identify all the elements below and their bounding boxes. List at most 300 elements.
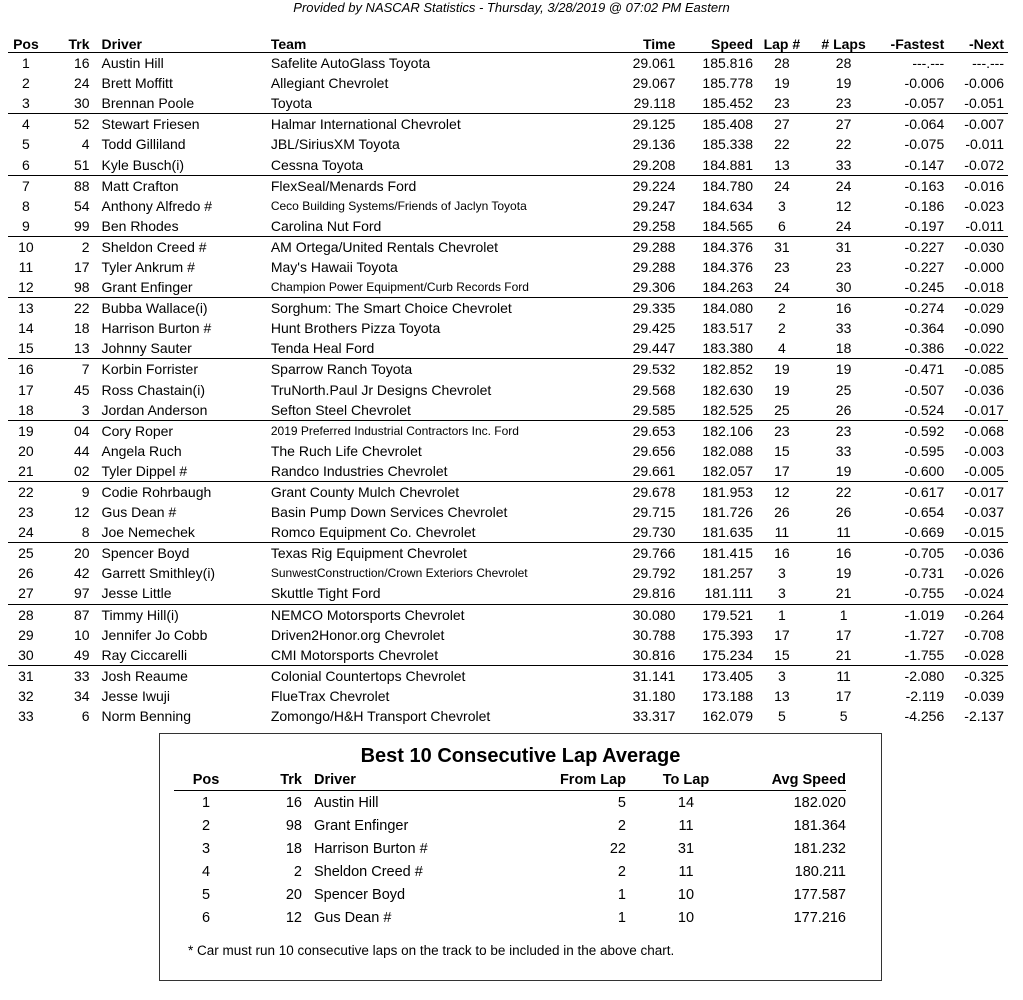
cell-laps: 19 [811,461,877,482]
cell-driver: Gus Dean # [101,504,177,521]
cell-driver: Stewart Friesen [101,116,200,133]
cell-team: AM Ortega/United Rentals Chevrolet [270,238,499,255]
cell-lap: 19 [774,381,790,398]
cell-lap: 23 [774,258,790,275]
table-row [8,359,1008,380]
cell-laps: 21 [811,583,877,604]
cell-time: 31.141 [632,667,676,684]
cell-driver: Anthony Alfredo # [101,197,213,214]
cell-fastest: -0.006 [904,75,945,92]
cell-team: The Ruch Life Chevrolet [270,442,422,459]
col-time: Time [600,36,676,53]
report-header: Provided by NASCAR Statistics - Thursday, 3/28/2019 @ 07:02 PM Eastern [293,0,730,15]
cell-time: 30.816 [600,645,676,666]
cell-team: FlexSeal/Menards Ford [270,177,417,194]
cell-laps: 1 [839,606,848,623]
cell-laps: 25 [835,381,852,398]
cell-speed: 183.380 [675,338,753,359]
cell-lap: 1 [777,606,786,623]
cell-next: -0.005 [944,461,1008,482]
cell-fastest: -0.731 [904,565,945,582]
cell-speed: 182.057 [675,461,753,482]
cell-fastest: -0.227 [904,258,945,275]
cell-laps: 23 [835,258,852,275]
cell-fastest: -0.705 [904,545,945,562]
table-row [8,706,1008,726]
table-row [8,277,1008,298]
cell-fastest: -1.727 [904,626,945,643]
cell-laps: 11 [836,667,851,684]
table-row [8,318,1008,338]
cell-fastest: -0.064 [904,116,945,133]
cell-pos: 23 [18,504,34,521]
cell-time: 29.118 [600,93,676,114]
cell-pos: 4 [22,116,30,133]
cell-trk: 34 [73,687,90,704]
best10-title: Best 10 Consecutive Lap Average [360,745,681,767]
cell-pos: 7 [22,177,30,194]
best10-col-driver: Driver [314,770,530,791]
cell-speed: 185.816 [702,55,754,72]
table-row [8,257,1008,277]
cell-trk: 16 [73,55,90,72]
table-row [8,380,1008,400]
cell-team: Colonial Countertops Chevrolet [270,667,466,684]
cell-speed: 181.953 [702,484,754,501]
best10-footnote: * Car must run 10 consecutive laps on the track to be included in the above chart. [188,943,675,958]
best10-cell-trk: 12 [285,909,302,926]
cell-time: 29.208 [600,154,676,175]
cell-lap: 22 [774,136,790,153]
cell-pos: 13 [18,300,34,317]
cell-pos: 29 [18,626,34,643]
cell-lap: 2 [777,320,786,337]
cell-next: -0.030 [964,238,1004,255]
cell-speed: 182.852 [702,361,754,378]
cell-fastest: -0.600 [876,461,944,482]
cell-driver: Ben Rhodes [98,216,263,237]
best10-cell-driver: Sheldon Creed # [314,863,423,880]
cell-lap: 23 [774,422,790,439]
cell-fastest: -1.755 [876,645,944,666]
cell-next: -0.068 [964,422,1004,439]
cell-team: CMI Motorsports Chevrolet [263,645,600,666]
cell-pos: 18 [8,400,44,421]
cell-team: Basin Pump Down Services Chevrolet [270,504,508,521]
cell-next: -0.003 [964,442,1004,459]
best10-cell-trk: 2 [293,863,302,880]
cell-driver: Cory Roper [101,422,174,439]
cell-speed: 173.405 [702,667,754,684]
cell-laps: 27 [835,116,852,133]
cell-trk: 44 [73,442,90,459]
cell-driver: Jesse Little [98,583,263,604]
cell-next: -0.039 [964,687,1004,704]
cell-driver: Todd Gilliland [101,136,186,153]
cell-lap: 3 [777,565,786,582]
best10-cell-driver: Austin Hill [314,794,379,811]
cell-next: -0.006 [964,75,1004,92]
cell-time: 30.788 [632,626,676,643]
cell-speed: 175.393 [702,626,754,643]
cell-team: NEMCO Motorsports Chevrolet [270,606,465,623]
cell-pos: 2 [22,75,30,92]
cell-time: 31.180 [632,687,676,704]
best10-cell-trk: 18 [285,840,302,857]
cell-next: -0.708 [964,626,1004,643]
table-row [8,93,1008,114]
best10-cell-driver: Grant Enfinger [314,817,409,834]
cell-next: -0.264 [964,606,1004,623]
best10-cell-pos: 4 [201,863,211,880]
best10-cell-avg: 181.232 [793,840,846,857]
cell-lap: 16 [774,545,790,562]
cell-speed: 162.079 [702,708,754,725]
cell-fastest: -0.364 [904,320,945,337]
table-row [8,441,1008,461]
cell-laps: 24 [811,216,877,237]
cell-driver: Brett Moffitt [101,75,173,92]
cell-fastest: -0.524 [876,400,944,421]
cell-driver: Angela Ruch [101,442,182,459]
cell-speed: 182.630 [702,381,754,398]
cell-next: -0.018 [944,277,1008,298]
cell-laps: 17 [835,687,852,704]
cell-pos: 30 [8,645,44,666]
best10-cell-to: 11 [678,863,694,880]
cell-lap: 3 [777,197,786,214]
cell-next: -0.026 [964,565,1004,582]
best10-cell-avg: 182.020 [793,794,846,811]
cell-laps: 12 [835,197,852,214]
table-row [8,461,1008,482]
best10-cell-pos: 2 [201,817,211,834]
cell-time: 29.224 [632,177,676,194]
table-row [8,216,1008,237]
cell-team: May's Hawaii Toyota [270,258,398,275]
best10-col-trk: Trk [238,770,314,791]
cell-speed: 181.111 [675,583,753,604]
cell-speed: 179.521 [702,606,754,623]
cell-next: -0.028 [944,645,1008,666]
cell-fastest: -0.163 [904,177,945,194]
cell-trk: 6 [81,708,90,725]
cell-team: Romco Equipment Co. Chevrolet [263,522,600,543]
cell-pos: 16 [18,361,34,378]
cell-speed: 175.234 [675,645,753,666]
cell-trk: 20 [73,545,90,562]
best10-cell-driver: Gus Dean # [314,909,392,926]
cell-speed: 183.517 [702,320,754,337]
cell-next: -0.024 [944,583,1008,604]
best10-cell-trk: 16 [285,794,302,811]
cell-time: 29.247 [632,197,676,214]
cell-pos: 14 [18,320,34,337]
cell-fastest: -0.595 [904,442,945,459]
cell-lap: 6 [753,216,811,237]
col-laps: # Laps [811,36,877,53]
best10-cell-avg: 181.364 [793,817,846,834]
cell-team: Sorghum: The Smart Choice Chevrolet [270,300,512,317]
cell-fastest: -4.256 [904,708,945,725]
cell-team: Carolina Nut Ford [263,216,600,237]
cell-pos: 8 [22,197,30,214]
cell-speed: 184.263 [675,277,753,298]
best10-cell-to: 31 [677,840,695,857]
cell-time: 29.447 [600,338,676,359]
cell-fastest: -1.019 [904,606,945,623]
cell-fastest: -0.386 [876,338,944,359]
cell-pos: 28 [18,606,34,623]
col-fastest: -Fastest [876,36,944,53]
cell-trk: 7 [81,361,90,378]
col-driver: Driver [98,36,263,53]
cell-fastest: -0.197 [876,216,944,237]
cell-fastest: -0.075 [904,136,945,153]
best10-cell-pos: 5 [201,886,211,903]
cell-trk: 52 [73,116,90,133]
best10-row [174,860,846,883]
cell-trk: 24 [73,75,90,92]
cell-speed: 184.376 [702,258,754,275]
best10-col-avg: Avg Speed [746,770,846,791]
best10-cell-to: 10 [677,886,695,903]
cell-lap: 19 [774,361,790,378]
cell-pos: 11 [18,258,34,275]
cell-pos: 6 [8,154,44,175]
cell-driver: Matt Crafton [101,177,179,194]
cell-fastest: -0.057 [876,93,944,114]
cell-driver: Harrison Burton # [101,320,212,337]
cell-laps: 26 [811,400,877,421]
table-row [8,543,1008,564]
cell-trk: 02 [44,461,98,482]
cell-pos: 5 [22,136,30,153]
cell-trk: 3 [44,400,98,421]
cell-pos: 20 [18,442,34,459]
cell-lap: 23 [753,93,811,114]
cell-next: -0.037 [964,504,1004,521]
best10-col-pos: Pos [174,770,238,791]
cell-trk: 18 [73,320,90,337]
cell-speed: 181.415 [702,545,754,562]
table-row [8,645,1008,666]
cell-time: 29.730 [600,522,676,543]
table-row [8,420,1008,441]
cell-trk: 33 [73,667,90,684]
cell-laps: 26 [835,504,852,521]
cell-lap: 28 [774,55,790,72]
cell-team: Hunt Brothers Pizza Toyota [270,320,441,337]
cell-laps: 21 [811,645,877,666]
cell-laps: 24 [835,177,852,194]
cell-lap: 13 [753,154,811,175]
cell-time: 29.258 [600,216,676,237]
cell-speed: 173.188 [702,687,754,704]
best10-body [174,791,846,930]
cell-trk: 17 [73,258,90,275]
best10-cell-from: 2 [617,817,626,834]
cell-driver: Ray Ciccarelli [98,645,263,666]
cell-fastest: -0.507 [904,381,945,398]
cell-driver: Codie Rohrbaugh [101,484,212,501]
cell-driver: Jesse Iwuji [101,687,170,704]
cell-next: -0.036 [964,381,1004,398]
cell-pos: 21 [8,461,44,482]
table-row [8,583,1008,604]
cell-next: ---.--- [972,55,1004,72]
cell-time: 29.585 [600,400,676,421]
best10-table [174,770,846,929]
cell-trk: 87 [73,606,90,623]
cell-next: -0.085 [964,361,1004,378]
best10-panel [159,733,882,981]
best10-cell-avg: 180.211 [794,863,846,880]
cell-trk: 49 [44,645,98,666]
cell-time: 29.067 [632,75,676,92]
cell-driver: Ross Chastain(i) [101,381,205,398]
cell-team: Sefton Steel Chevrolet [263,400,600,421]
results-table [8,36,1008,726]
cell-time: 29.653 [632,422,676,439]
cell-next: -0.029 [964,300,1004,317]
cell-time: 29.532 [632,361,676,378]
best10-cell-from: 1 [617,909,626,926]
cell-lap: 2 [777,300,786,317]
cell-time: 29.288 [632,258,676,275]
best10-cell-trk: 98 [285,817,302,834]
cell-next: -0.072 [944,154,1008,175]
col-pos: Pos [8,36,44,53]
cell-trk: 2 [81,238,90,255]
cell-time: 29.335 [632,300,676,317]
cell-lap: 4 [753,338,811,359]
cell-lap: 26 [774,504,790,521]
cell-lap: 12 [774,484,790,501]
cell-team: Texas Rig Equipment Chevrolet [270,545,467,562]
cell-trk: 42 [73,565,90,582]
best10-cell-to: 14 [677,794,695,811]
cell-driver: Grant Enfinger [98,277,263,298]
best10-col-from: From Lap [530,770,626,791]
cell-time: 29.656 [632,442,676,459]
cell-lap: 24 [753,277,811,298]
cell-time: 29.816 [600,583,676,604]
cell-driver: Norm Benning [101,708,192,725]
best10-cell-pos: 3 [201,840,211,857]
cell-laps: 22 [835,484,852,501]
cell-driver: Spencer Boyd [101,545,190,562]
cell-next: -0.022 [944,338,1008,359]
cell-team: Driven2Honor.org Chevrolet [270,626,445,643]
cell-team: Toyota [263,93,600,114]
cell-trk: 8 [44,522,98,543]
cell-team: Halmar International Chevrolet [270,116,461,133]
cell-trk: 54 [73,197,90,214]
cell-next: -0.090 [964,320,1004,337]
cell-pos: 25 [18,545,34,562]
cell-pos: 3 [8,93,44,114]
cell-time: 29.425 [632,320,676,337]
best10-row [174,883,846,906]
cell-fastest: -0.654 [904,504,945,521]
cell-team: Champion Power Equipment/Curb Records Ford [263,277,600,298]
cell-laps: 31 [835,238,852,255]
cell-laps: 33 [811,154,877,175]
table-row [8,236,1008,257]
cell-pos: 9 [8,216,44,237]
cell-speed: 181.726 [702,504,754,521]
best10-cell-driver: Spencer Boyd [314,886,406,903]
cell-pos: 32 [18,687,34,704]
cell-time: 29.568 [632,381,676,398]
cell-lap: 5 [777,708,786,725]
cell-next: -0.325 [964,667,1004,684]
table-row [8,134,1008,154]
cell-driver: Tyler Ankrum # [101,258,195,275]
cell-team: JBL/SiriusXM Toyota [270,136,400,153]
cell-fastest: -0.471 [904,361,945,378]
best10-cell-pos: 6 [201,909,211,926]
best10-header-row [174,770,846,791]
cell-fastest: ---.--- [912,55,945,72]
cell-driver: Joe Nemechek [98,522,263,543]
cell-laps: 16 [835,545,852,562]
cell-speed: 181.635 [675,522,753,543]
cell-laps: 19 [835,75,852,92]
cell-time: 29.136 [632,136,676,153]
cell-next: -0.036 [964,545,1004,562]
cell-team: FlueTrax Chevrolet [270,687,390,704]
best10-cell-from: 5 [617,794,626,811]
best10-cell-from: 22 [609,840,626,857]
cell-pos: 10 [18,238,34,255]
cell-time: 33.317 [632,708,676,725]
cell-time: 29.661 [600,461,676,482]
cell-fastest: -0.274 [904,300,945,317]
table-row [8,338,1008,359]
cell-fastest: -0.755 [876,583,944,604]
best10-cell-from: 1 [617,886,626,903]
table-row [8,400,1008,421]
best10-cell-driver: Harrison Burton # [314,840,428,857]
cell-time: 29.125 [632,116,676,133]
cell-speed: 182.106 [702,422,754,439]
best10-row [174,791,846,815]
cell-speed: 185.338 [702,136,754,153]
cell-next: -0.017 [964,484,1004,501]
table-row [8,604,1008,625]
cell-laps: 28 [835,55,852,72]
cell-team: Safelite AutoGlass Toyota [270,55,431,72]
cell-fastest: -0.227 [904,238,945,255]
best10-cell-pos: 1 [201,794,211,811]
cell-lap: 3 [753,583,811,604]
cell-lap: 17 [753,461,811,482]
cell-driver: Korbin Forrister [101,361,198,378]
cell-time: 29.766 [632,545,676,562]
cell-laps: 22 [835,136,852,153]
cell-pos: 15 [8,338,44,359]
cell-trk: 04 [73,422,90,439]
cell-fastest: -2.119 [905,687,945,704]
table-row [8,114,1008,135]
cell-lap: 19 [774,75,790,92]
cell-driver: Johnny Sauter [98,338,263,359]
cell-laps: 23 [811,93,877,114]
cell-lap: 15 [753,645,811,666]
cell-laps: 33 [835,320,852,337]
